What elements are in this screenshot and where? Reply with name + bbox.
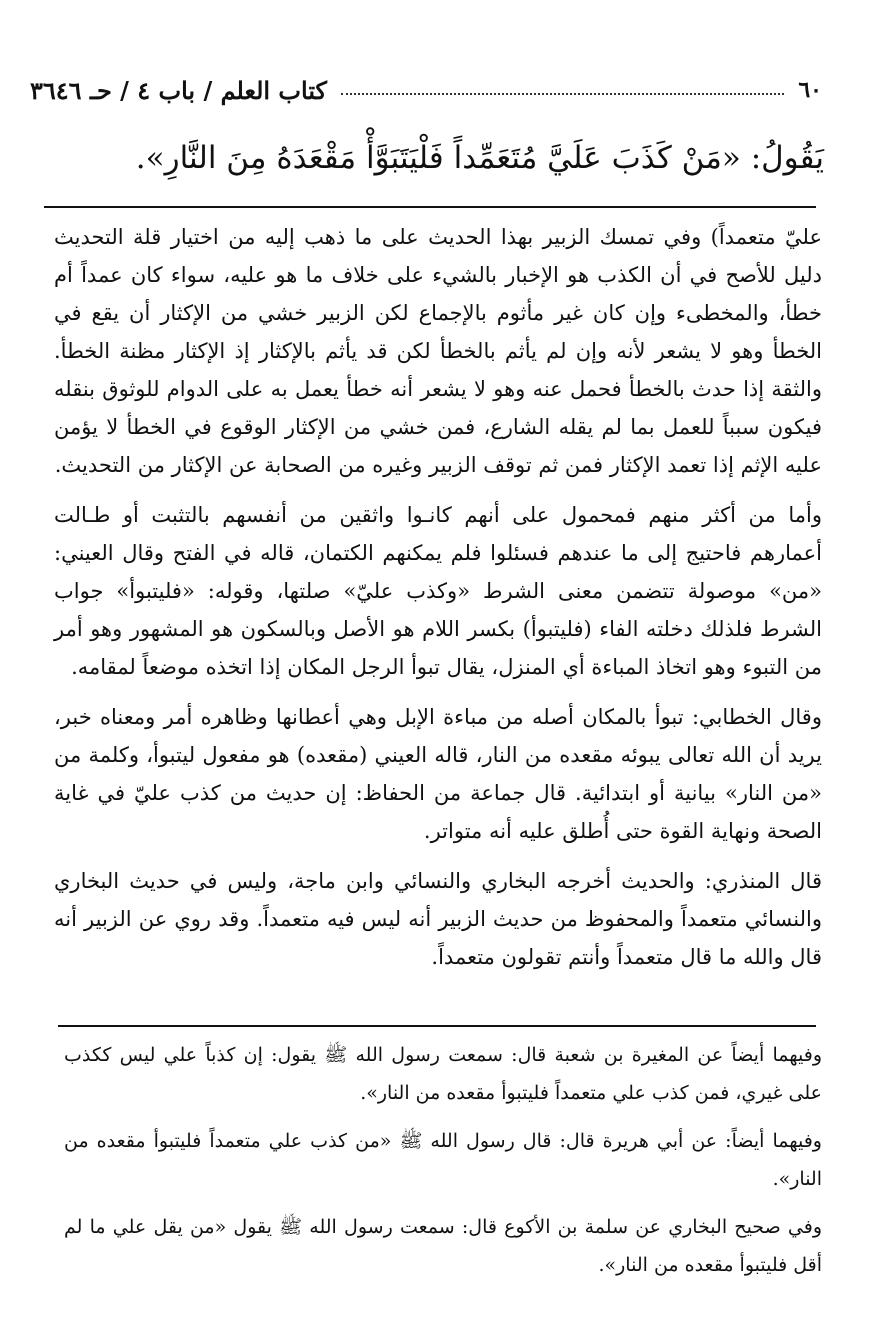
commentary-paragraph: وأما من أكثر منهم فمحمول على أنهم كانـوا واثقين من أنفسهم بالتثبت أو طـالت أعمارهم فاحتيج إلى ما عندهم فسئلوا فلم يمكنهم الكتمان، قاله في الفتح وقال العيني: «من» موصولة تتضمن معنى الشرط «وكذب عليّ» صلتها، وقوله: «فليتبوأ» جواب الشرط فلذلك دخلته الفاء (فليتبوأ) بكسر اللام هو الأصل وبالسكون هو المشهور وهو أمر من التبوء وهو اتخاذ المباءة أي المنزل، يقال تبوأ الرجل المكان إذا اتخذه موضعاً لمقامه. (54, 503, 822, 679)
chapter-reference: كتاب العلم / باب ٤ / حـ ٣٦٤٦ (30, 75, 327, 105)
footnote-divider (58, 1025, 816, 1027)
page-number: ٦٠ (798, 77, 822, 103)
commentary-paragraph: عليّ متعمداً) وفي تمسك الزبير بهذا الحديث على ما ذهب إليه من اختيار قلة التحديث دليل للأصح في أن الكذب هو الإخبار بالشيء على خلاف ما هو عليه، سواء كان عمداً أم خطأ، والمخطىء وإن كان غير مأثوم بالإجماع لكن الزبير خشي من الإكثار أن يقع في الخطأ وهو لا يشعر لأنه وإن لم يأثم بالخطأ لكن قد يأثم بالإكثار إذ الإكثار مظنة الخطأ. والثقة إذا حدث بالخطأ فحمل عنه وهو لا يشعر أنه خطأ يعمل به على الدوام للوثوق بنقله فيكون سبباً للعمل بما لم يقله الشارع، فمن خشي من الإكثار الوقوع في الخطأ لا يؤمن عليه الإثم إذا تعمد الإكثار فمن ثم توقف الزبير وغيره من الصحابة عن الإكثار من التحديث. (54, 225, 822, 477)
section-divider (44, 206, 816, 208)
footnote-item: وفيهما أيضاً: عن أبي هريرة قال: قال رسول الله ﷺ «من كذب علي متعمداً فليتبوأ مقعده من النار». (64, 1130, 822, 1190)
commentary (54, 218, 822, 988)
footnote-item: وفيهما أيضاً عن المغيرة بن شعبة قال: سمعت رسول الله ﷺ يقول: إن كذباً علي ليس ككذب على غيري، فمن كذب علي متعمداً فليتبوأ مقعده من النار». (64, 1044, 822, 1104)
leader-dots (341, 81, 784, 95)
running-head (30, 70, 822, 110)
hadith-text: يَقُولُ: «مَنْ كَذَبَ عَلَيَّ مُتَعَمِّداً فَلْيَتَبَوَّأْ مَقْعَدَهُ مِنَ النَّارِ». (135, 140, 824, 176)
commentary-paragraph: قال المنذري: والحديث أخرجه البخاري والنسائي وابن ماجة، وليس في حديث البخاري والنسائي متعمداً والمحفوظ من حديث الزبير أنه ليس فيه متعمداً. وقد روي عن الزبير أنه قال والله ما قال متعمداً وأنتم تقولون متعمداً. (54, 869, 822, 969)
footnote-item: وفي صحيح البخاري عن سلمة بن الأكوع قال: سمعت رسول الله ﷺ يقول «من يقل علي ما لم أقل فليتبوأ مقعده من النار». (64, 1216, 822, 1276)
commentary-paragraph: وقال الخطابي: تبوأ بالمكان أصله من مباءة الإبل وهي أعطانها وظاهره أمر ومعناه خبر، يريد أن الله تعالى يبوئه مقعده من النار، قاله العيني (مقعده) هو مفعول ليتبوأ، وكلمة من «من النار» بيانية أو ابتدائية. قال جماعة من الحفاظ: إن حديث من كذب عليّ في غاية الصحة ونهاية القوة حتى أُطلق عليه أنه متواتر. (54, 705, 822, 843)
footnotes (64, 1036, 822, 1294)
